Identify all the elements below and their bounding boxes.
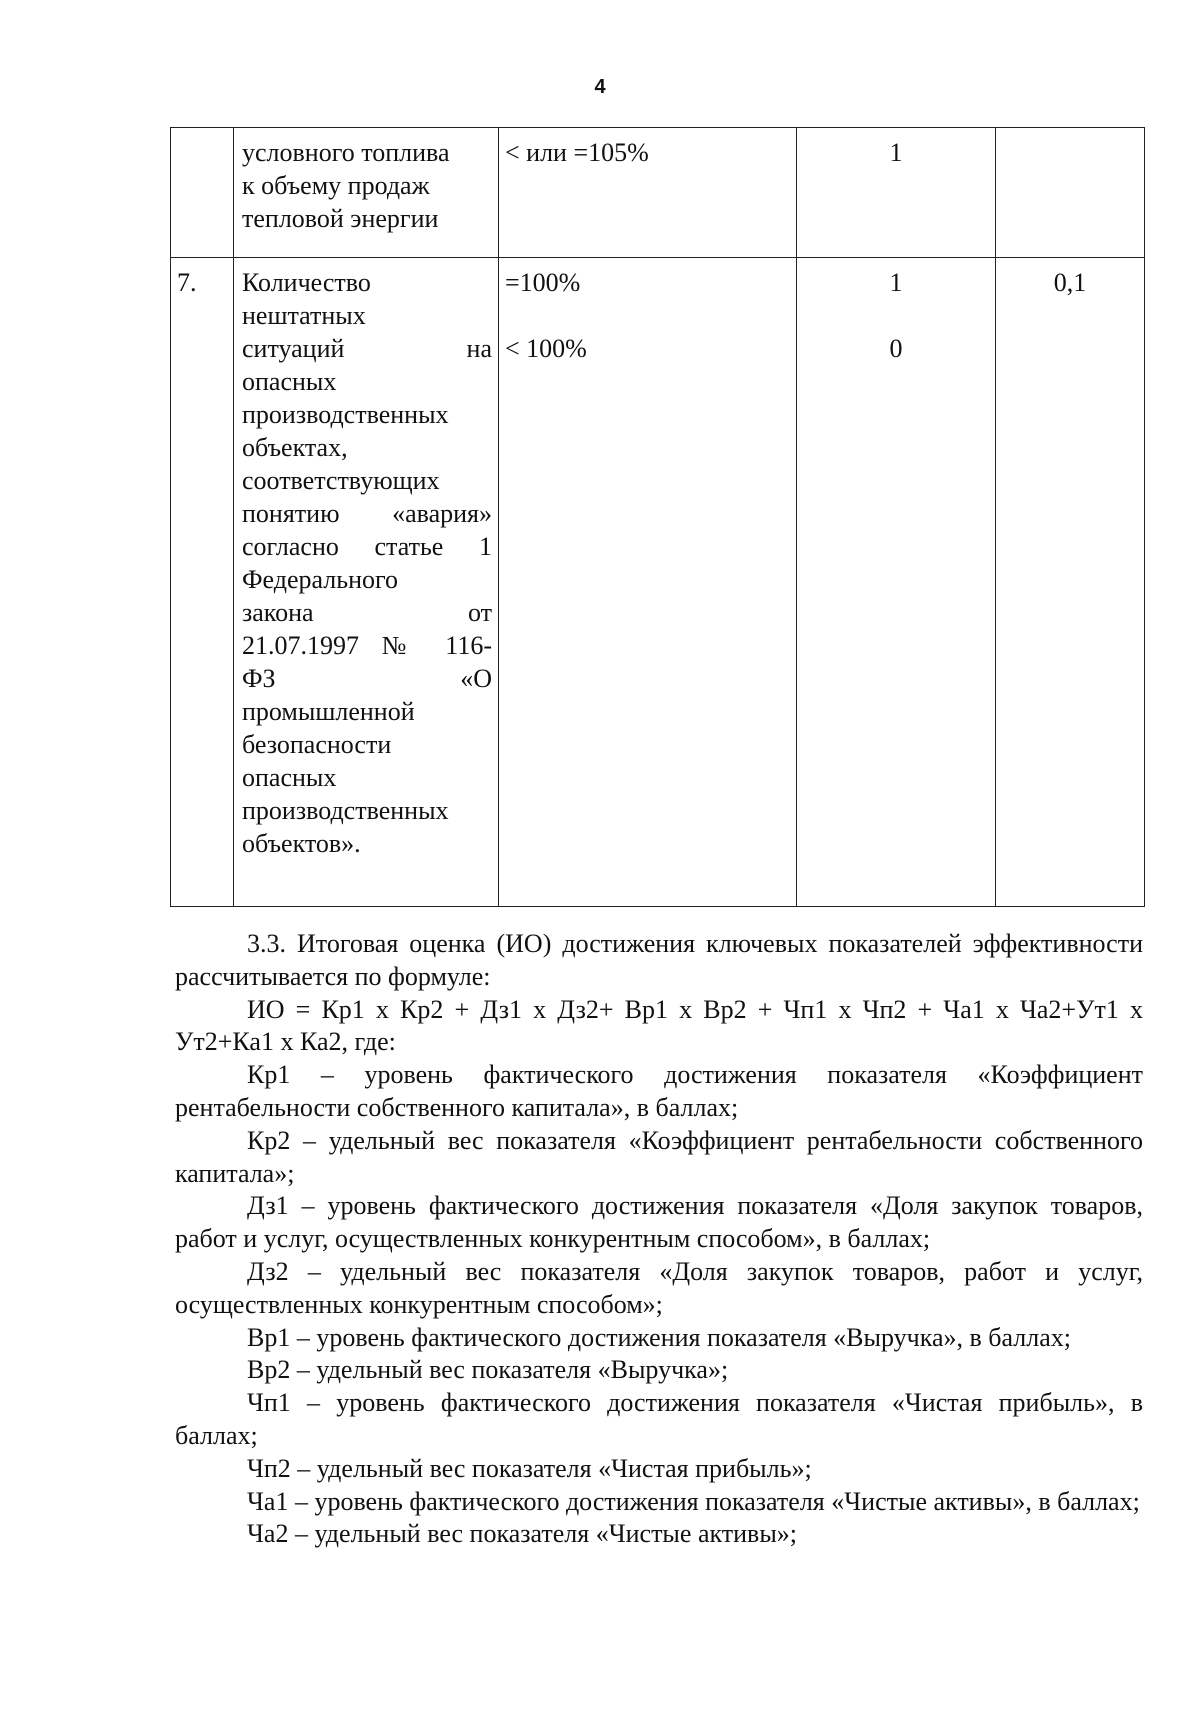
indicator-name-line: 21.07.1997 № 116- [242, 631, 492, 660]
indicator-name-line: производственных [242, 796, 449, 825]
definition-chp2: Чп2 – удельный вес показателя «Чистая прибыль»; [247, 1453, 812, 1483]
indicator-name-line: опасных [242, 367, 337, 396]
definition-kr1: Кр1 – уровень фактического достижения показателя «Коэффициент рентабельности собственного капитала», в баллах; [175, 1060, 1143, 1122]
indicator-name-line: условного топлива [242, 138, 450, 167]
paragraph-3-3: 3.3. Итоговая оценка (ИО) достижения ключевых показателей эффективности рассчитывается по формуле: [175, 929, 1143, 991]
body-text [175, 928, 1143, 1551]
definition-cha2: Ча2 – удельный вес показателя «Чистые активы»; [247, 1519, 798, 1549]
condition-cell [499, 258, 797, 907]
indicator-name-line: ситуаций на [242, 334, 492, 363]
condition-value: =100% [505, 268, 581, 297]
indicator-name-line: объектов». [242, 829, 361, 858]
weight-cell [996, 128, 1145, 258]
definition-dz1: Дз1 – уровень фактического достижения показателя «Доля закупок товаров, работ и услуг, осуществленных конкурентным способом», в баллах; [175, 1191, 1143, 1254]
indicator-name-line: к объему продаж [242, 171, 430, 200]
indicator-name-line: понятию «авария» [242, 499, 492, 528]
indicator-name-line: согласно статье 1 [242, 532, 492, 561]
score-value: 0 [889, 334, 903, 363]
page-number: 4 [594, 76, 606, 98]
definition-chp1: Чп1 – уровень фактического достижения показателя «Чистая прибыль», в баллах; [175, 1388, 1143, 1450]
score-cell [797, 258, 996, 907]
indicator-name-line: безопасности [242, 730, 392, 759]
indicator-name-line: производственных [242, 400, 449, 429]
indicator-name-cell [234, 128, 499, 258]
condition-cell [499, 128, 797, 258]
definition-vr1: Вр1 – уровень фактического достижения показателя «Выручка», в баллах; [247, 1322, 1071, 1352]
table-row [171, 128, 1145, 258]
indicator-name-cell [234, 258, 499, 907]
definition-vr2: Вр2 – удельный вес показателя «Выручка»; [247, 1355, 729, 1385]
condition-value: < 100% [505, 334, 587, 363]
score-spacer [797, 299, 995, 332]
indicator-name-line: закона от [242, 598, 492, 627]
table-row [171, 258, 1145, 907]
definition-dz2: Дз2 – удельный вес показателя «Доля закупок товаров, работ и услуг, осуществленных конкурентным способом»; [175, 1256, 1143, 1319]
indicator-name-line: тепловой энергии [242, 204, 439, 233]
indicator-name-line: объектах, [242, 433, 348, 462]
condition-value: < или =105% [505, 138, 649, 167]
indicators-table [170, 127, 1145, 907]
weight-cell: 0,1 [996, 258, 1145, 907]
score-value: 1 [889, 138, 903, 167]
indicator-name-line: соответствующих [242, 466, 440, 495]
indicator-name-line: нештатных [242, 301, 366, 330]
indicator-name-line: Количество [242, 268, 371, 297]
score-cell [797, 128, 996, 258]
formula-paragraph: ИО = Кр1 х Кр2 + Дз1 х Дз2+ Вр1 х Вр2 + Чп1 х Чп2 + Ча1 х Ча2+Ут1 х Ут2+Ка1 х Ка2, где: [175, 994, 1143, 1057]
definition-kr2: Кр2 – удельный вес показателя «Коэффициент рентабельности собственного капитала»; [175, 1125, 1143, 1188]
condition-spacer [505, 299, 790, 332]
indicator-name-line: промышленной [242, 697, 415, 726]
row-number-cell [171, 128, 234, 258]
row-number-cell: 7. [171, 258, 234, 907]
definition-cha1: Ча1 – уровень фактического достижения показателя «Чистые активы», в баллах; [247, 1486, 1140, 1516]
indicator-name-line: ФЗ «О [242, 664, 492, 693]
indicator-name-line: Федерального [242, 565, 399, 594]
score-value: 1 [889, 268, 903, 297]
indicator-name-line: опасных [242, 763, 337, 792]
